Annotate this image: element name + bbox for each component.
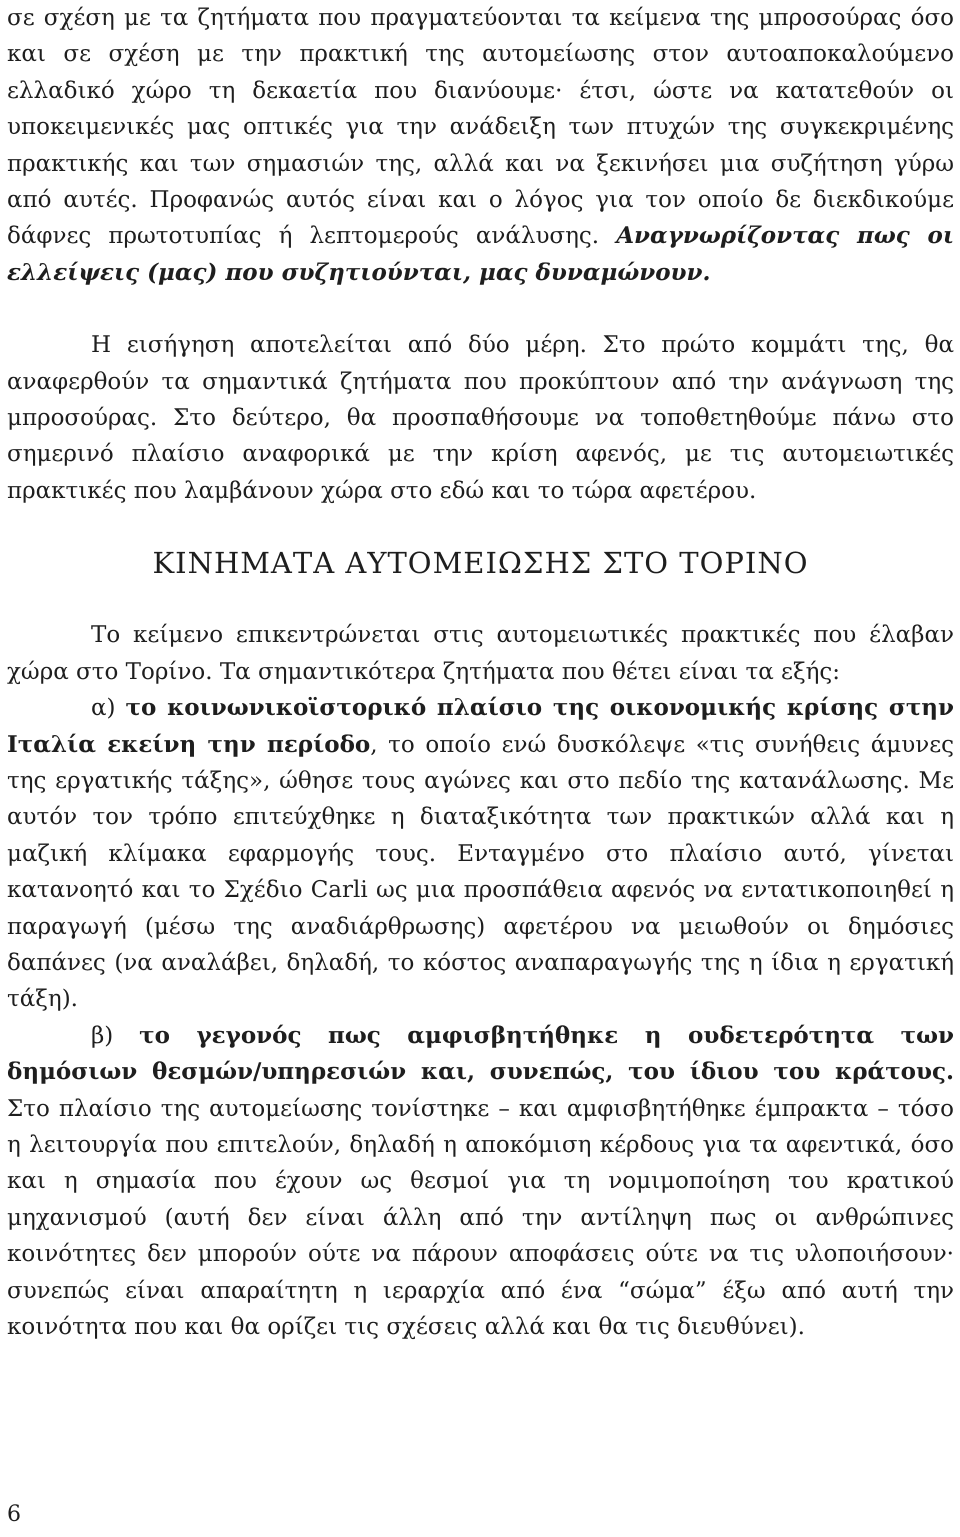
point-b-paragraph	[7, 1018, 954, 1346]
point-a-bold: το κοινωνικοϊστορικό πλαίσιο της οικονομικής κρίσης στην Ιταλία εκείνη την περίοδο	[7, 694, 954, 758]
structure-paragraph: Η εισήγηση αποτελείται από δύο μέρη. Στο πρώτο κομμάτι της, θα αναφερθούν τα σημαντικά ζητήματα που προκύπτουν από την ανάγνωση της μπροσούρας. Στο δεύτερο, θα προσπαθήσουμε να τοποθετηθούμε πάνω στο σημερινό πλαίσιο αναφορικά με την κρίση αφενός, με τις αυτομειωτικές πρακτικές που λαμβάνουν χώρα στο εδώ και το τώρα αφετέρου.	[7, 332, 954, 504]
page-number: 6	[7, 1502, 21, 1527]
point-b-bold: το γεγονός πως αμφισβητήθηκε η ουδετερότητα των δημόσιων θεσμών/υπηρεσιών και, συνεπώς, του ίδιου του κράτους.	[7, 1021, 954, 1086]
point-b-text: Στο πλαίσιο της αυτομείωσης τονίστηκε – και αμφισβητήθηκε έμπρακτα – τόσο η λειτουργία που επιτελούν, δηλαδή η αποκόμιση κέρδους για τα αφεντικά, όσο και η σημασία που έχουν ως θεσμοί για τη νομιμοποίηση του κρατικού μηχανισμού (αυτή δεν είναι άλλη από την αντίληψη πως οι ανθρώπινες κοινότητες δεν μπορούν ούτε να πάρουν αποφάσεις ούτε να τις υλοποιήσουν· συνεπώς είναι απαραίτητη η ιεραρχία από ένα “σώμα” έξω από αυτή την κοινότητα που και θα ορίζει τις σχέσεις αλλά και θα τις διευθύνει).	[7, 1095, 954, 1340]
point-b-marker: β)	[91, 1022, 140, 1049]
section-intro-paragraph: Το κείμενο επικεντρώνεται στις αυτομειωτικές πρακτικές που έλαβαν χώρα στο Τορίνο. Τα σημαντικότερα ζητήματα που θέτει είναι τα εξής:	[7, 622, 954, 685]
document-page	[7, 0, 954, 1345]
section-heading: ΚΙΝΗΜΑΤΑ ΑΥΤΟΜΕΙΩΣΗΣ ΣΤΟ ΤΟΡΙΝΟ	[152, 546, 809, 581]
point-a-paragraph	[7, 690, 954, 1018]
point-a-text: , το οποίο ενώ δυσκόλεψε «τις συνήθεις άμυνες της εργατικής τάξης», ώθησε τους αγώνες και στο πεδίο της κατανάλωσης. Με αυτόν τον τρόπο επιτεύχθηκε η διαταξικότητα των πρακτικών αλλά και η μαζική κλίμακα εφαρμογής τους. Ενταγμένο στο πλαίσιο αυτό, γίνεται κατανοητό και το Σχέδιο Carli ως μια προσπάθεια αφενός να εντατικοποιηθεί η παραγωγή (μέσω της αναδιάρθρωσης) αφετέρου να μειωθούν οι δημόσιες δαπάνες (να αναλάβει, δηλαδή, το κόστος αναπαραγωγής της η ίδια η εργατική τάξη).	[7, 731, 954, 1013]
point-a-marker: α)	[91, 695, 126, 722]
intro-text: σε σχέση με τα ζητήματα που πραγματεύονται τα κείμενα της μπροσούρας όσο και σε σχέση με την πρακτική της αυτομείωσης στον αυτοαποκαλούμενο ελλαδικό χώρο τη δεκαετία που διανύουμε· έτσι, ώστε να κατατεθούν οι υποκειμενικές μας οπτικές για την ανάδειξη των πτυχών της συγκεκριμένης πρακτικής και των σημασιών της, αλλά και να ξεκινήσει μια συζήτηση γύρω από αυτές. Προφανώς αυτός είναι και ο λόγος για τον οποίο δε διεκδικούμε δάφνες πρωτοτυπίας ή λεπτομερούς ανάλυσης.	[7, 5, 954, 250]
intro-paragraph	[7, 0, 954, 291]
intro-emphasis: Αναγνωρίζοντας πως οι ελλείψεις (μας) που συζητιούνται, μας δυναμώνουν.	[7, 222, 955, 286]
